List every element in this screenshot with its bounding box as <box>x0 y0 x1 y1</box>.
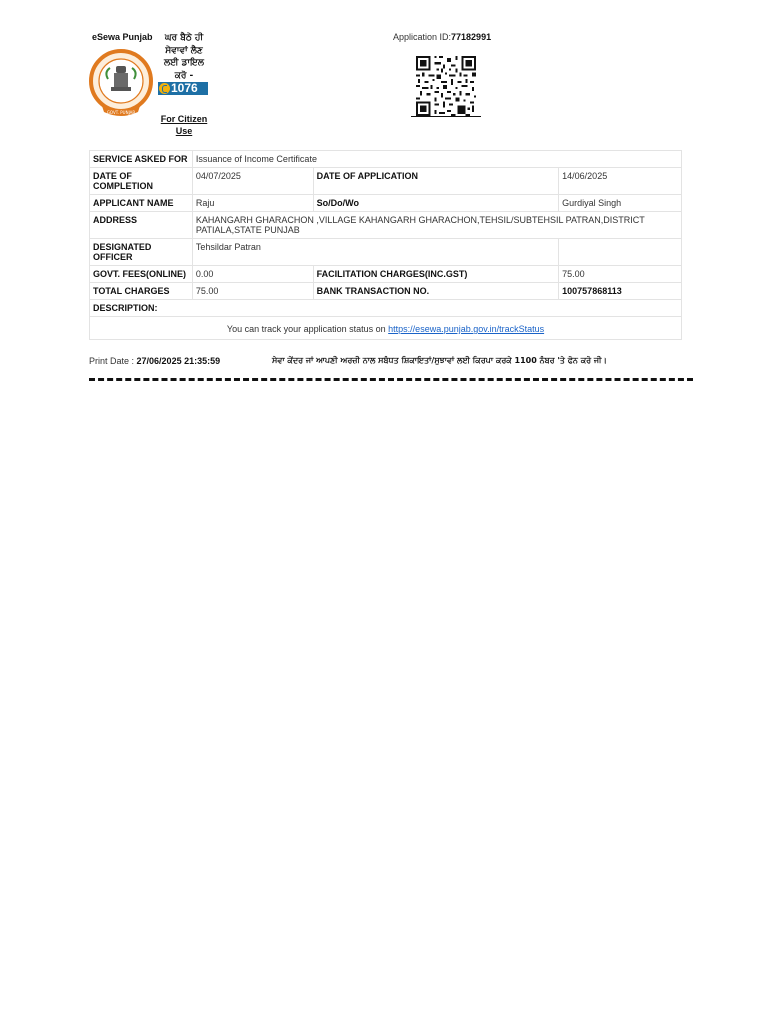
empty-cell <box>559 239 682 266</box>
table-row <box>90 300 682 317</box>
address-label: ADDRESS <box>90 212 193 239</box>
designated-officer-value: Tehsildar Patran <box>192 239 558 266</box>
address-value: KAHANGARH GHARACHON ,VILLAGE KAHANGARH GHARACHON,TEHSIL/SUBTEHSIL PATRAN,DISTRICT PATIALA,STATE PUNJAB <box>192 212 681 239</box>
qr-underline <box>411 116 481 117</box>
total-charges-label: TOTAL CHARGES <box>90 283 193 300</box>
print-date-value: 27/06/2025 21:35:59 <box>136 356 221 366</box>
helpline-slogan: ਘਰ ਬੈਠੇ ਹੀ ਸੇਵਾਵਾਂ ਲੈਣ ਲਈ ਡਾਇਲ ਕਰੋ - <box>164 33 204 81</box>
svg-text:GOVT. PUNJAB: GOVT. PUNJAB <box>106 110 136 115</box>
application-id-value: 77182991 <box>451 32 492 42</box>
helpline-number: 1076 <box>171 81 198 95</box>
punjab-govt-seal-icon <box>86 48 156 118</box>
bank-transaction-label: BANK TRANSACTION NO. <box>313 283 559 300</box>
total-charges-value: 75.00 <box>192 283 313 300</box>
citizen-use-label: For Citizen Use <box>160 114 208 136</box>
so-do-wo-label: So/Do/Wo <box>313 195 559 212</box>
completion-date-label: DATE OF COMPLETION <box>90 168 193 195</box>
facilitation-charges-value: 75.00 <box>559 266 682 283</box>
govt-fees-value: 0.00 <box>192 266 313 283</box>
table-row <box>90 151 682 168</box>
service-asked-label: SERVICE ASKED FOR <box>90 151 193 168</box>
track-status-link[interactable]: https://esewa.punjab.gov.in/trackStatus <box>388 324 545 334</box>
qr-code-icon <box>414 56 478 116</box>
completion-date-value: 04/07/2025 <box>192 168 313 195</box>
tracking-info <box>90 317 682 340</box>
table-row <box>90 212 682 239</box>
so-do-wo-value: Gurdiyal Singh <box>559 195 682 212</box>
applicant-name-value: Raju <box>192 195 313 212</box>
table-row <box>90 195 682 212</box>
bank-transaction-value: 100757868113 <box>559 283 682 300</box>
table-row <box>90 239 682 266</box>
application-id-label: Application ID: <box>393 32 452 42</box>
application-id <box>393 32 491 42</box>
application-date-label: DATE OF APPLICATION <box>313 168 559 195</box>
designated-officer-label: DESIGNATED OFFICER <box>90 239 193 266</box>
page-header <box>0 0 768 150</box>
table-row <box>90 168 682 195</box>
complaint-notice: ਸੇਵਾ ਕੇਂਦਰ ਜਾਂ ਆਪਣੀ ਅਰਜ਼ੀ ਨਾਲ ਸਬੰਧਤ ਸ਼ਿਕਾਇਤਾਂ/ਸੁਝਾਵਾਂ ਲਈ ਕਿਰਪਾ ਕਰਕੇ 1100 ਨੰਬਰ 'ਤੇ ਫੋਨ ਕਰੋ ਜੀ। <box>272 356 607 365</box>
phone-icon <box>159 83 170 94</box>
application-date-value: 14/06/2025 <box>559 168 682 195</box>
cut-line-divider <box>89 378 693 381</box>
govt-fees-label: GOVT. FEES(ONLINE) <box>90 266 193 283</box>
application-details-table <box>89 150 682 340</box>
applicant-name-label: APPLICANT NAME <box>90 195 193 212</box>
table-row <box>90 283 682 300</box>
service-asked-value: Issuance of Income Certificate <box>192 151 681 168</box>
tracking-text: You can track your application status on <box>226 324 389 334</box>
table-row <box>90 317 682 340</box>
facilitation-charges-label: FACILITATION CHARGES(INC.GST) <box>313 266 559 283</box>
brand-name: eSewa Punjab <box>92 32 153 42</box>
table-row <box>90 266 682 283</box>
print-date-label: Print Date : <box>89 356 137 366</box>
helpline-badge <box>158 82 208 95</box>
description-label: DESCRIPTION: <box>90 300 682 317</box>
